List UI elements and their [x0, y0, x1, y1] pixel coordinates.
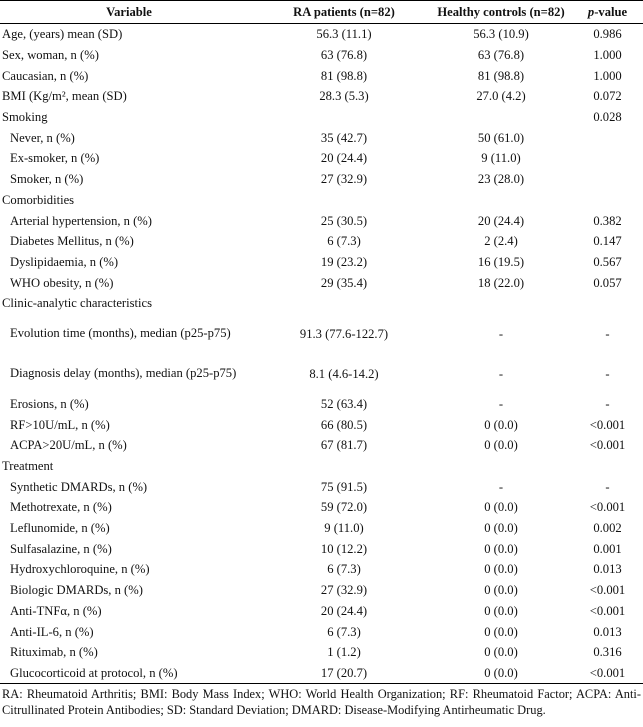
row-hc-value [430, 107, 572, 128]
header-variable: Variable [0, 1, 258, 24]
row-p-value: <0.001 [572, 663, 643, 684]
row-hc-value: 0 (0.0) [484, 521, 518, 536]
table-row [0, 86, 643, 107]
table-row [0, 127, 643, 148]
row-ra-value: 25 (30.5) [320, 213, 368, 228]
row-hc-value [430, 456, 572, 477]
table-row [0, 252, 643, 273]
table-row [0, 354, 643, 394]
row-hc-value: - [498, 326, 504, 341]
row-p-value [572, 169, 643, 190]
table-row [0, 621, 643, 642]
table-row [0, 210, 643, 231]
row-p-value: 0.382 [593, 213, 622, 228]
table-row [0, 642, 643, 663]
row-hc-value: 0 (0.0) [484, 624, 518, 639]
row-label: Ex-smoker, n (%) [10, 151, 100, 166]
row-ra-value [258, 456, 430, 477]
table-row [0, 394, 643, 415]
table-row [0, 518, 643, 539]
row-ra-value: 6 (7.3) [327, 234, 361, 249]
row-ra-value: 75 (91.5) [320, 479, 368, 494]
row-label: Arterial hypertension, n (%) [10, 213, 152, 228]
row-ra-value: 20 (24.4) [320, 151, 368, 166]
row-ra-value: 17 (20.7) [258, 663, 430, 684]
table-row [0, 601, 643, 622]
table-row [0, 476, 643, 497]
row-ra-value: 59 (72.0) [320, 500, 368, 515]
table-row [0, 107, 643, 128]
row-ra-value: 52 (63.4) [320, 396, 368, 411]
row-hc-value: 0 (0.0) [484, 541, 518, 556]
row-label: ACPA>20U/mL, n (%) [10, 438, 127, 453]
row-label: Anti-TNFα, n (%) [10, 603, 102, 618]
row-ra-value: 66 (80.5) [320, 417, 368, 432]
row-hc-value: 0 (0.0) [484, 438, 518, 453]
row-label: Anti-IL-6, n (%) [10, 624, 94, 639]
row-label: Diagnosis delay (months), median (p25-p75) [10, 366, 237, 381]
row-p-value: <0.001 [589, 438, 626, 453]
row-label: Comorbidities [2, 192, 75, 207]
row-p-value: - [605, 479, 610, 494]
header-p-value [572, 1, 643, 24]
row-hc-value: 63 (76.8) [477, 48, 525, 63]
row-ra-value [258, 107, 430, 128]
table-row [0, 45, 643, 66]
row-ra-value: 19 (23.2) [320, 254, 368, 269]
table-row [0, 456, 643, 477]
row-hc-value: - [498, 366, 504, 381]
row-p-value: - [605, 366, 610, 381]
row-label: Evolution time (months), median (p25-p75) [10, 326, 231, 341]
table-body [0, 24, 643, 684]
row-label: Glucocorticoid at protocol, n (%) [0, 663, 258, 684]
row-hc-value: 0 (0.0) [484, 645, 518, 660]
row-hc-value: 0 (0.0) [484, 500, 518, 515]
row-p-value: <0.001 [589, 583, 626, 598]
row-p-value: 0.986 [593, 27, 622, 42]
table-row [0, 293, 643, 314]
row-ra-value: 9 (11.0) [324, 521, 364, 536]
row-label: Age, (years) mean (SD) [2, 27, 123, 42]
table-row [0, 497, 643, 518]
row-ra-value: 63 (76.8) [320, 48, 368, 63]
row-label: Sex, woman, n (%) [2, 48, 99, 63]
row-ra-value: 6 (7.3) [327, 624, 361, 639]
row-label: Sulfasalazine, n (%) [10, 541, 112, 556]
table-row [0, 272, 643, 293]
row-ra-value [258, 293, 430, 314]
header-p-italic: p [587, 5, 595, 19]
row-hc-value: 0 (0.0) [484, 583, 518, 598]
table-row [0, 435, 643, 456]
row-label: Biologic DMARDs, n (%) [10, 583, 143, 598]
table-row [0, 148, 643, 169]
row-ra-value: 56.3 (11.1) [316, 27, 372, 42]
row-ra-value: 8.1 (4.6-14.2) [309, 366, 379, 381]
row-p-value: 0.002 [593, 521, 622, 536]
row-hc-value: 0 (0.0) [484, 417, 518, 432]
table-row [0, 24, 643, 45]
row-label: Never, n (%) [10, 130, 75, 145]
row-p-value [572, 148, 643, 169]
row-label: Erosions, n (%) [10, 396, 89, 411]
row-hc-value: 16 (19.5) [477, 254, 525, 269]
row-p-value: 0.567 [593, 254, 622, 269]
row-p-value: 0.013 [593, 624, 622, 639]
table-row [0, 580, 643, 601]
row-p-value: <0.001 [589, 417, 626, 432]
row-label: Methotrexate, n (%) [10, 500, 112, 515]
row-hc-value: 27.0 (4.2) [476, 89, 526, 104]
table-header-row [0, 1, 643, 24]
row-hc-value: 23 (28.0) [477, 172, 525, 187]
table-row [0, 65, 643, 86]
row-hc-value: 81 (98.8) [477, 68, 525, 83]
row-p-value: - [605, 326, 610, 341]
row-hc-value: 0 (0.0) [484, 562, 518, 577]
row-hc-value: 18 (22.0) [477, 275, 525, 290]
row-p-value: - [605, 396, 610, 411]
row-hc-value [430, 190, 572, 211]
row-p-value [572, 293, 643, 314]
row-label: RF>10U/mL, n (%) [10, 417, 110, 432]
row-hc-value: 20 (24.4) [477, 213, 525, 228]
row-hc-value: 2 (2.4) [484, 234, 518, 249]
table-footnote: RA: Rheumatoid Arthritis; BMI: Body Mass Index; WHO: World Health Organization; RF: Rheumatoid Factor; ACPA: Anti-Citrullinated Protein Antibodies; SD: Standard Deviation; DMARD: Disease-Modifying Antirheumatic Drug. [2, 687, 641, 718]
row-ra-value: 67 (81.7) [320, 438, 368, 453]
row-label: WHO obesity, n (%) [10, 275, 114, 290]
row-hc-value: 0 (0.0) [430, 663, 572, 684]
row-hc-value: 0 (0.0) [484, 603, 518, 618]
table-row [0, 538, 643, 559]
row-hc-value: 56.3 (10.9) [473, 27, 529, 42]
row-p-value: 0.028 [593, 110, 622, 125]
row-p-value: 1.000 [593, 68, 622, 83]
table-row [0, 414, 643, 435]
row-ra-value: 27 (32.9) [320, 172, 368, 187]
table-row [0, 169, 643, 190]
row-p-value: 0.316 [593, 645, 622, 660]
row-ra-value: 6 (7.3) [327, 562, 361, 577]
row-p-value [572, 456, 643, 477]
row-hc-value: - [498, 479, 504, 494]
row-ra-value: 28.3 (5.3) [319, 89, 369, 104]
row-p-value: 0.072 [593, 89, 622, 104]
row-p-value: <0.001 [589, 500, 626, 515]
row-hc-value [430, 293, 572, 314]
row-ra-value: 91.3 (77.6-122.7) [299, 326, 389, 341]
row-hc-value: - [498, 396, 504, 411]
row-label: Hydroxychloroquine, n (%) [10, 562, 150, 577]
row-ra-value: 81 (98.8) [320, 68, 368, 83]
header-ra-patients: RA patients (n=82) [258, 1, 430, 24]
row-label: Clinic-analytic characteristics [2, 296, 153, 311]
row-hc-value: 50 (61.0) [477, 130, 525, 145]
row-label: BMI (Kg/m², mean (SD) [2, 89, 127, 104]
table-row [0, 663, 643, 684]
table-row [0, 190, 643, 211]
row-label: Treatment [2, 459, 54, 474]
row-p-value: 1.000 [593, 48, 622, 63]
row-label: Synthetic DMARDs, n (%) [10, 479, 148, 494]
row-p-value: 0.057 [593, 275, 622, 290]
row-ra-value: 1 (1.2) [327, 645, 361, 660]
row-p-value: <0.001 [589, 603, 626, 618]
row-ra-value: 35 (42.7) [320, 130, 368, 145]
row-ra-value: 20 (24.4) [320, 603, 368, 618]
row-p-value: 0.001 [593, 541, 622, 556]
row-ra-value: 10 (12.2) [320, 541, 368, 556]
header-healthy-controls: Healthy controls (n=82) [430, 1, 572, 24]
table-row [0, 314, 643, 354]
table-row [0, 559, 643, 580]
row-p-value [572, 127, 643, 148]
row-label: Dyslipidaemia, n (%) [10, 254, 119, 269]
row-hc-value: 9 (11.0) [481, 151, 521, 166]
row-label: Leflunomide, n (%) [10, 521, 110, 536]
row-ra-value: 27 (32.9) [320, 583, 368, 598]
row-ra-value [258, 190, 430, 211]
row-label: Rituximab, n (%) [10, 645, 98, 660]
row-label: Diabetes Mellitus, n (%) [10, 234, 134, 249]
row-label: Smoker, n (%) [10, 172, 84, 187]
row-label: Caucasian, n (%) [2, 68, 89, 83]
header-p-rest: -value [594, 5, 628, 19]
table-row [0, 231, 643, 252]
row-p-value [572, 190, 643, 211]
row-p-value: 0.147 [593, 234, 622, 249]
row-label: Smoking [2, 110, 48, 125]
row-p-value: 0.013 [593, 562, 622, 577]
row-ra-value: 29 (35.4) [320, 275, 368, 290]
